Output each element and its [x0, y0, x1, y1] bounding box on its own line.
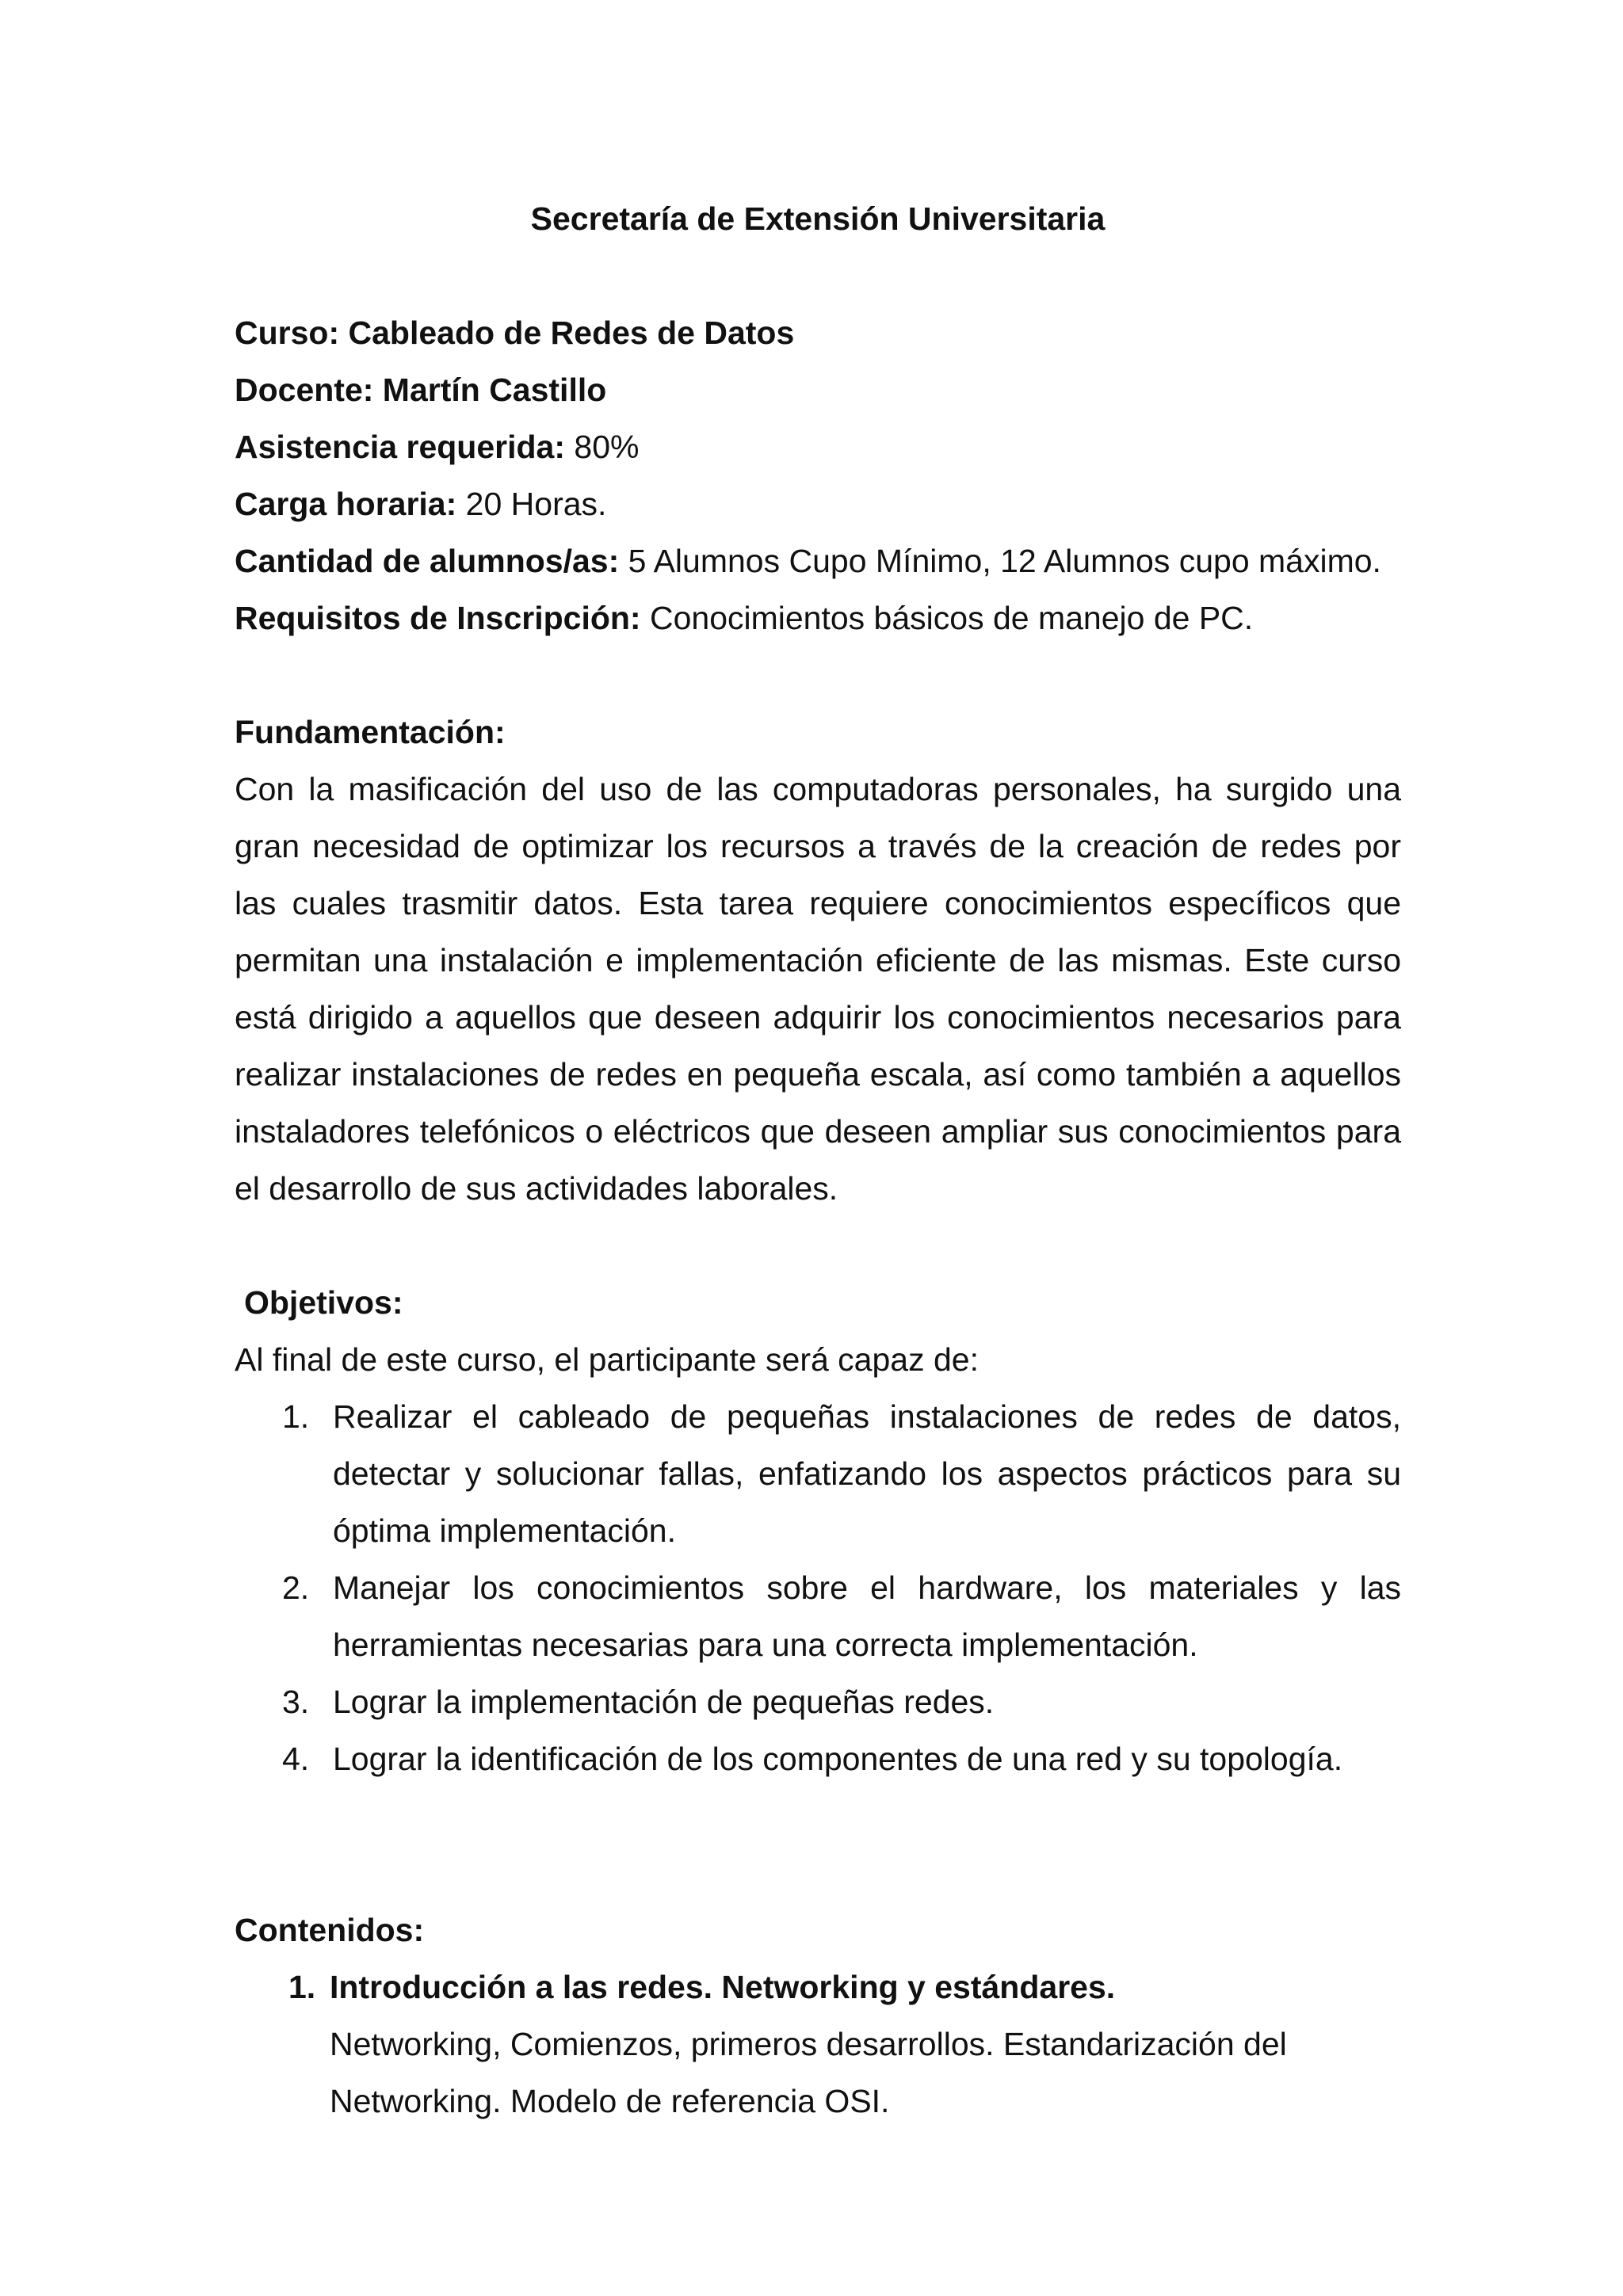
hours-value: 20 Horas. [456, 486, 607, 522]
students-label: Cantidad de alumnos/as: [235, 543, 620, 579]
objectives-heading: Objetivos: [244, 1284, 403, 1321]
students-value: 5 Alumnos Cupo Mínimo, 12 Alumnos cupo máximo. [619, 543, 1381, 579]
contents-unit [235, 1958, 1401, 2130]
page-title: Secretaría de Extensión Universitaria [530, 200, 1106, 237]
attendance-value: 80% [565, 429, 640, 465]
attendance-label: Asistencia requerida: [235, 429, 565, 465]
list-item-number: 1. [282, 1398, 310, 1435]
list-item-text: Manejar los conocimientos sobre el hardware, los materiales y las herramientas necesarias para una correcta implementación. [333, 1569, 1401, 1663]
list-item [282, 1559, 1401, 1673]
list-item [282, 1673, 1401, 1730]
course-name-text: Curso: Cableado de Redes de Datos [235, 315, 795, 351]
requirements-value: Conocimientos básicos de manejo de PC. [640, 600, 1254, 636]
objectives-list [235, 1388, 1401, 1787]
list-item-number: 4. [282, 1741, 310, 1777]
document-body [235, 190, 1401, 2130]
list-item-number: 3. [282, 1684, 310, 1720]
list-item-text: Lograr la identificación de los componentes de una red y su topología. [333, 1741, 1343, 1777]
rationale-paragraph: Con la masificación del uso de las computadoras personales, ha surgido una gran necesidad de optimizar los recursos a través de la creación de redes por las cuales trasmitir datos. Esta tarea requiere conocimientos específicos que permitan una instalación e implementación eficiente de las mismas. Este curso está dirigido a aquellos que deseen adquirir los conocimientos necesarios para realizar instalaciones de redes en pequeña escala, así como también a aquellos instaladores telefónicos o eléctricos que deseen ampliar sus conocimientos para el desarrollo de sus actividades laborales. [235, 771, 1401, 1207]
teacher-name [235, 361, 1401, 418]
requirements-field [235, 589, 1401, 646]
list-item-number: 2. [282, 1569, 310, 1606]
list-item [282, 1388, 1401, 1559]
hours-field [235, 475, 1401, 532]
list-item-text: Lograr la implementación de pequeñas redes. [333, 1684, 995, 1720]
course-name [235, 304, 1401, 361]
attendance-field [235, 418, 1401, 475]
unit-number: 1. [288, 1969, 316, 2005]
teacher-name-text: Docente: Martín Castillo [235, 372, 607, 408]
requirements-label: Requisitos de Inscripción: [235, 600, 641, 636]
rationale-heading: Fundamentación: [235, 714, 506, 750]
list-item [282, 1730, 1401, 1787]
hours-label: Carga horaria: [235, 486, 457, 522]
contents-heading: Contenidos: [235, 1912, 425, 1948]
students-field [235, 532, 1401, 589]
list-item-text: Realizar el cableado de pequeñas instalaciones de redes de datos, detectar y solucionar fallas, enfatizando los aspectos prácticos para su óptima implementación. [333, 1398, 1401, 1549]
unit-description: Networking, Comienzos, primeros desarrollos. Estandarización del Networking. Modelo de referencia OSI. [330, 2026, 1287, 2119]
objectives-intro: Al final de este curso, el participante será capaz de: [235, 1341, 979, 1378]
unit-title [288, 1958, 1401, 2016]
unit-title-text: Introducción a las redes. Networking y estándares. [330, 1969, 1116, 2005]
